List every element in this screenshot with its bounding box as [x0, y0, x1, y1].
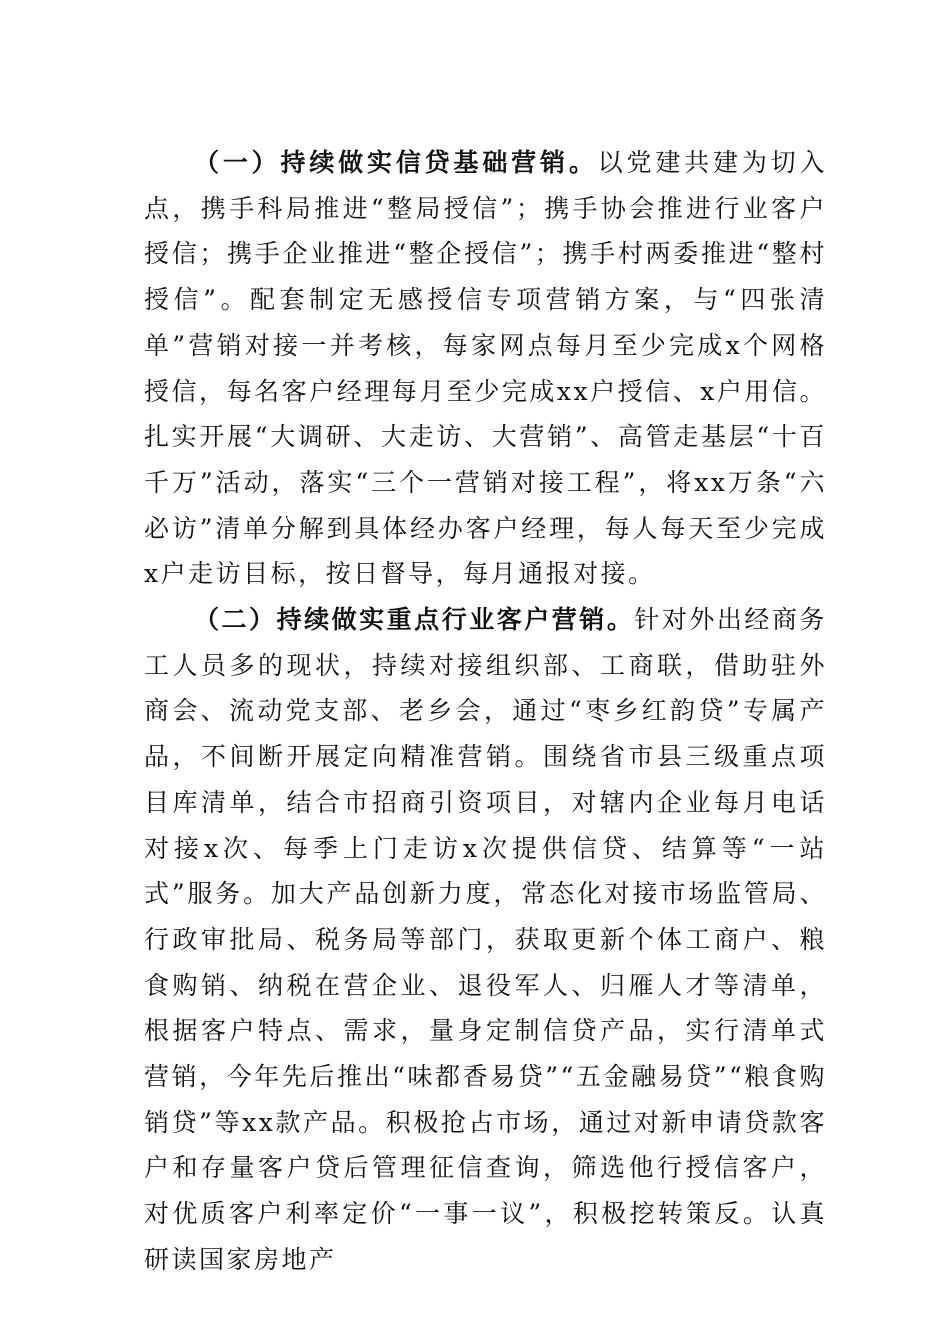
paragraph-credit-marketing [144, 140, 827, 597]
document-body [144, 140, 827, 1283]
paragraph-text: 以党建共建为切入点，携手科局推进“整局授信”；携手协会推进行业客户授信；携手企业推进“整企授信”；携手村两委推进“整村授信”。配套制定无感授信专项营销方案，与“四张清单”营销对接一并考核，每家网点每月至少完成x个网格授信，每名客户经理每月至少完成xx户授信、x户用信。扎实开展“大调研、大走访、大营销”、高管走基层“十百千万”活动，落实“三个一营销对接工程”，将xx万条“六必访”清单分解到具体经办客户经理，每人每天至少完成x户走访目标，按日督导，每月通报对接。 [144, 148, 827, 589]
paragraph-heading: （一）持续做实信贷基础营销。 [194, 148, 598, 177]
paragraph-heading: （二）持续做实重点行业客户营销。 [194, 605, 635, 635]
paragraph-text: 针对外出经商务工人员多的现状，持续对接组织部、工商联，借助驻外商会、流动党支部、老乡会，通过“枣乡红韵贷”专属产品，不间断开展定向精准营销。围绕省市县三级重点项目库清单，结合市招商引资项目，对辖内企业每月电话对接x次、每季上门走访x次提供信贷、结算等“一站式”服务。加大产品创新力度，常态化对接市场监管局、行政审批局、税务局等部门，获取更新个体工商户、粮食购销、纳税在营企业、退役军人、归雁人才等清单，根据客户特点、需求，量身定制信贷产品，实行清单式营销，今年先后推出“味都香易贷”“五金融易贷”“粮食购销贷”等xx款产品。积极抢占市场，通过对新申请贷款客户和存量客户贷后管理征信查询，筛选他行授信客户，对优质客户利率定价“一事一议”，积极挖转策反。认真研读国家房地产 [144, 605, 827, 1274]
paragraph-industry-marketing [144, 597, 827, 1283]
